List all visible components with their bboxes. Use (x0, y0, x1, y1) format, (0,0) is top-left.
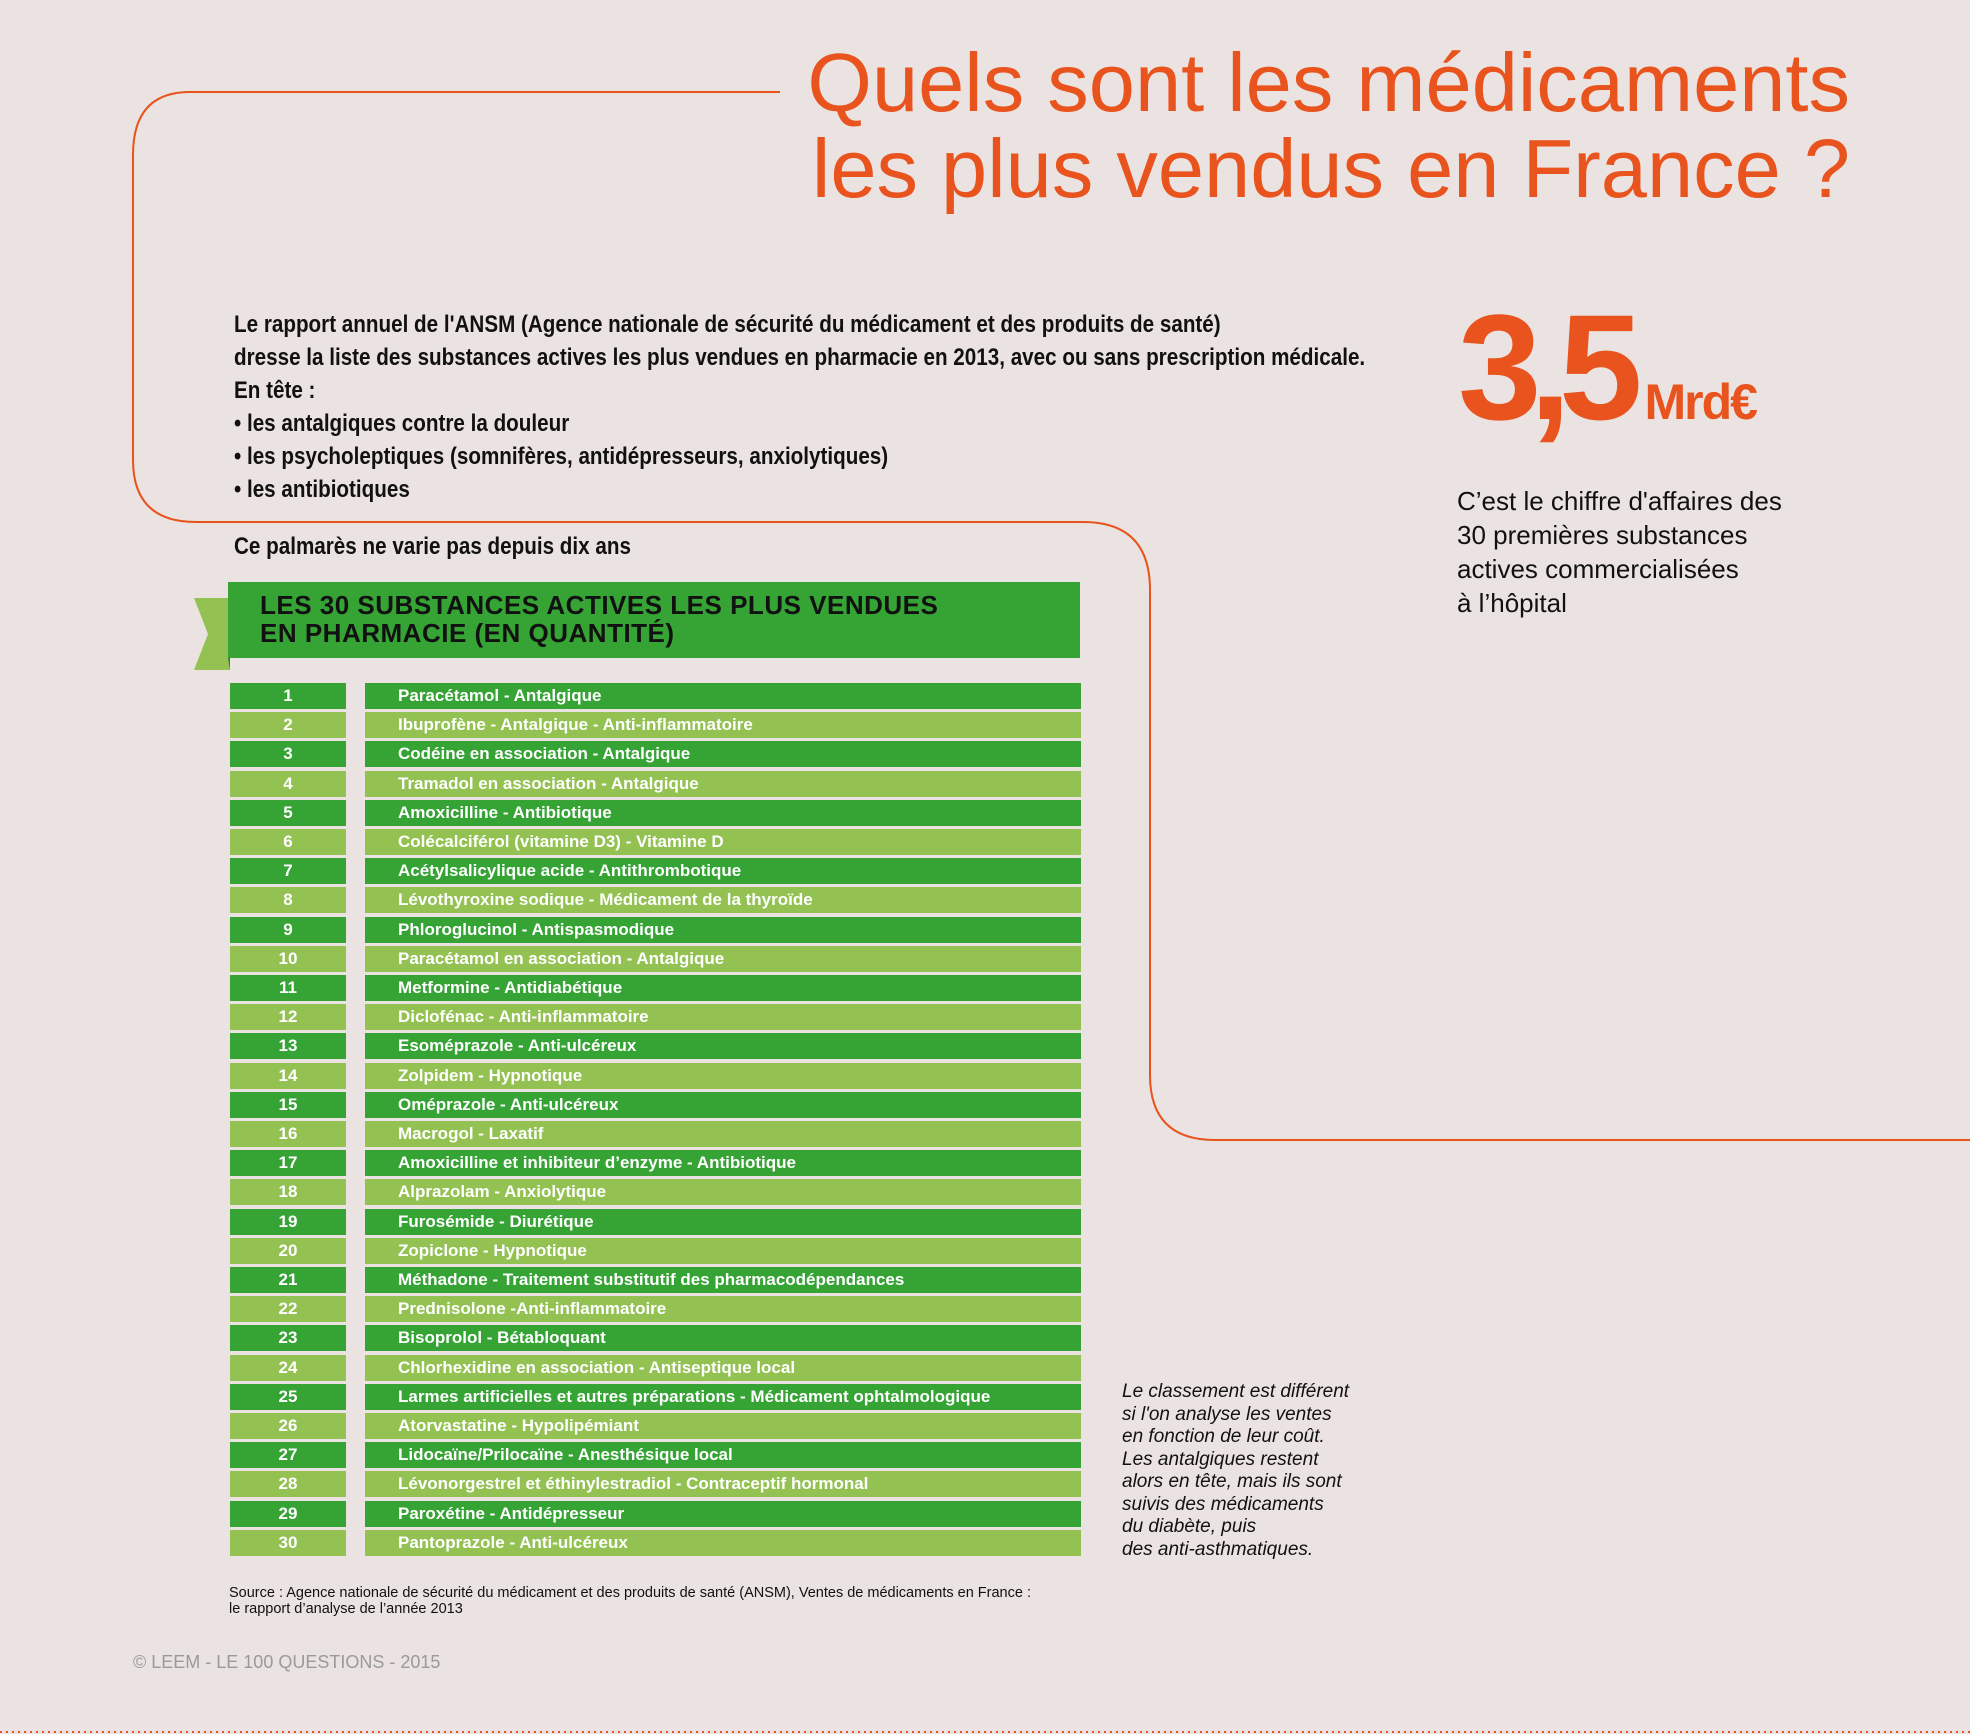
substance-cell: Amoxicilline et inhibiteur d’enzyme - Antibiotique (365, 1150, 1081, 1176)
side-note (1122, 1381, 1422, 1561)
substance-cell: Ibuprofène - Antalgique - Anti-inflammatoire (365, 712, 1081, 738)
side-note-line: Les antalgiques restent (1122, 1448, 1319, 1470)
substance-cell: Lévonorgestrel et éthinylestradiol - Contraceptif hormonal (365, 1471, 1081, 1497)
highlight-caption-line: C’est le chiffre d'affaires des (1457, 486, 1782, 516)
substance-cell: Furosémide - Diurétique (365, 1209, 1081, 1235)
substance-cell: Chlorhexidine en association - Antiseptique local (365, 1355, 1081, 1381)
highlight-caption (1457, 484, 1877, 620)
page-title-line-2: les plus vendus en France ? (811, 122, 1850, 215)
side-note-line: Le classement est différent (1122, 1381, 1350, 1402)
rank-cell: 21 (230, 1267, 346, 1293)
rank-cell: 30 (230, 1530, 346, 1556)
substance-cell: Amoxicilline - Antibiotique (365, 800, 1081, 826)
rank-cell: 11 (230, 975, 346, 1001)
substance-cell: Méthadone - Traitement substitutif des pharmacodépendances (365, 1267, 1081, 1293)
rank-cell: 23 (230, 1325, 346, 1351)
substance-cell: Esoméprazole - Anti-ulcéreux (365, 1033, 1081, 1059)
rank-cell: 19 (230, 1209, 346, 1235)
rank-cell: 17 (230, 1150, 346, 1176)
source-line: le rapport d’analyse de l’année 2013 (229, 1601, 463, 1617)
rank-cell: 24 (230, 1355, 346, 1381)
table-heading-line: LES 30 SUBSTANCES ACTIVES LES PLUS VENDUES (260, 590, 939, 620)
intro-bullet: • les antibiotiques (234, 476, 410, 503)
rank-cell: 27 (230, 1442, 346, 1468)
substance-cell: Oméprazole - Anti-ulcéreux (365, 1092, 1081, 1118)
side-note-line: si l'on analyse les ventes (1122, 1403, 1332, 1425)
intro-line: Le rapport annuel de l'ANSM (Agence nationale de sécurité du médicament et des produits de santé) (234, 311, 1221, 338)
source-line: Source : Agence nationale de sécurité du médicament et des produits de santé (ANSM), Ventes de médicaments en France : (229, 1585, 1031, 1601)
substance-cell: Tramadol en association - Antalgique (365, 771, 1081, 797)
side-note-line: du diabète, puis (1122, 1516, 1257, 1537)
table-heading-line: EN PHARMACIE (EN QUANTITÉ) (260, 618, 675, 648)
rank-cell: 9 (230, 917, 346, 943)
substance-cell: Paroxétine - Antidépresseur (365, 1501, 1081, 1527)
rank-cell: 22 (230, 1296, 346, 1322)
substance-cell: Lévothyroxine sodique - Médicament de la thyroïde (365, 887, 1081, 913)
rank-cell: 4 (230, 771, 346, 797)
highlight-caption-line: actives commercialisées (1457, 554, 1739, 584)
table-heading (260, 591, 938, 647)
side-note-line: en fonction de leur coût. (1122, 1426, 1325, 1447)
rank-cell: 13 (230, 1033, 346, 1059)
intro-text (234, 308, 1366, 506)
substance-cell: Macrogol - Laxatif (365, 1121, 1081, 1147)
rank-cell: 20 (230, 1238, 346, 1264)
subheading: Ce palmarès ne varie pas depuis dix ans (234, 533, 631, 560)
rank-cell: 2 (230, 712, 346, 738)
rank-cell: 28 (230, 1471, 346, 1497)
substance-cell: Paracétamol en association - Antalgique (365, 946, 1081, 972)
substance-cell: Bisoprolol - Bétabloquant (365, 1325, 1081, 1351)
intro-bullet: • les psycholeptiques (somnifères, antidépresseurs, anxiolytiques) (234, 443, 889, 470)
highlight-figure (1458, 283, 1756, 451)
rank-cell: 5 (230, 800, 346, 826)
intro-line: dresse la liste des substances actives les plus vendues en pharmacie en 2013, avec ou sans prescription médicale. (234, 344, 1366, 371)
rank-cell: 18 (230, 1179, 346, 1205)
substance-cell: Pantoprazole - Anti-ulcéreux (365, 1530, 1081, 1556)
substance-cell: Prednisolone -Anti-inflammatoire (365, 1296, 1081, 1322)
page-title-line-1: Quels sont les médicaments (807, 36, 1850, 129)
substance-cell: Zopiclone - Hypnotique (365, 1238, 1081, 1264)
substance-cell: Codéine en association - Antalgique (365, 741, 1081, 767)
page-title (700, 36, 1850, 215)
rank-cell: 8 (230, 887, 346, 913)
source-note (229, 1585, 1031, 1617)
highlight-unit: Mrd€ (1644, 374, 1756, 430)
rank-cell: 7 (230, 858, 346, 884)
rank-cell: 10 (230, 946, 346, 972)
rank-cell: 15 (230, 1092, 346, 1118)
side-note-line: alors en tête, mais ils sont (1122, 1471, 1342, 1492)
rank-cell: 12 (230, 1004, 346, 1030)
substance-cell: Metformine - Antidiabétique (365, 975, 1081, 1001)
substance-cell: Colécalciférol (vitamine D3) - Vitamine D (365, 829, 1081, 855)
rank-cell: 25 (230, 1384, 346, 1410)
rank-cell: 6 (230, 829, 346, 855)
substance-cell: Atorvastatine - Hypolipémiant (365, 1413, 1081, 1439)
intro-line: En tête : (234, 377, 316, 404)
highlight-caption-line: 30 premières substances (1457, 520, 1748, 550)
substance-cell: Larmes artificielles et autres préparations - Médicament ophtalmologique (365, 1384, 1081, 1410)
rank-cell: 1 (230, 683, 346, 709)
substance-cell: Diclofénac - Anti-inflammatoire (365, 1004, 1081, 1030)
side-note-line: des anti-asthmatiques. (1122, 1538, 1314, 1560)
side-note-line: suivis des médicaments (1122, 1493, 1324, 1515)
intro-bullet: • les antalgiques contre la douleur (234, 410, 570, 437)
substance-cell: Phloroglucinol - Antispasmodique (365, 917, 1081, 943)
rank-cell: 3 (230, 741, 346, 767)
substance-cell: Lidocaïne/Prilocaïne - Anesthésique local (365, 1442, 1081, 1468)
rank-cell: 14 (230, 1063, 346, 1089)
substance-cell: Paracétamol - Antalgique (365, 683, 1081, 709)
substance-cell: Zolpidem - Hypnotique (365, 1063, 1081, 1089)
substance-cell: Acétylsalicylique acide - Antithrombotique (365, 858, 1081, 884)
rank-cell: 26 (230, 1413, 346, 1439)
highlight-caption-line: à l’hôpital (1457, 588, 1567, 618)
rank-cell: 16 (230, 1121, 346, 1147)
rank-cell: 29 (230, 1501, 346, 1527)
highlight-value: 3,5 (1458, 283, 1631, 451)
substance-cell: Alprazolam - Anxiolytique (365, 1179, 1081, 1205)
copyright: © LEEM - LE 100 QUESTIONS - 2015 (133, 1652, 441, 1672)
